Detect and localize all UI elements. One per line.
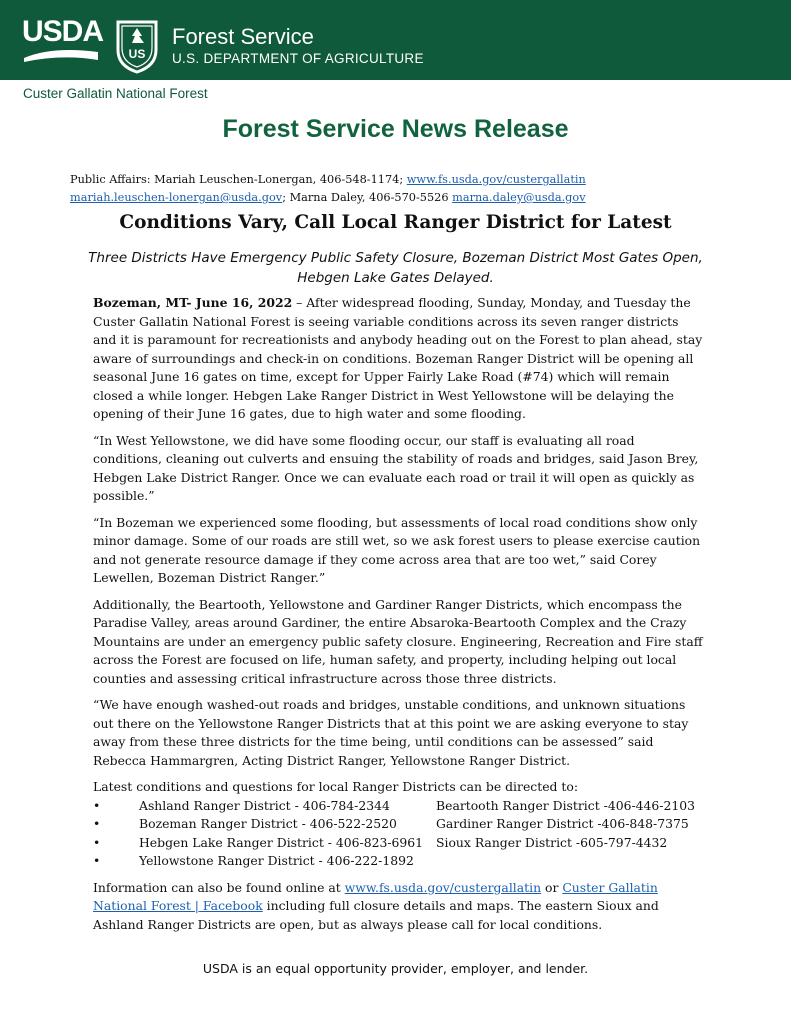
district-contact: Ashland Ranger District - 406-784-2344	[139, 797, 390, 813]
header-bar	[0, 0, 791, 80]
agency-name: Forest Service	[172, 24, 314, 49]
bullet: •	[93, 853, 101, 868]
district-list	[93, 797, 705, 871]
list-item	[93, 797, 705, 816]
district-contact: Beartooth Ranger District -406-446-2103	[436, 797, 696, 813]
marna-email-link[interactable]: marna.daley@usda.gov	[452, 191, 586, 204]
list-item	[93, 815, 705, 834]
contact-line-1-text: Public Affairs: Mariah Leuschen-Lonergan, 406-548-1174;	[70, 173, 407, 186]
contact-line-1	[70, 171, 750, 189]
usda-logo	[22, 15, 104, 66]
list-item	[93, 852, 705, 871]
public-affairs-contacts	[70, 171, 750, 207]
paragraph-4: Additionally, the Beartooth, Yellowstone and Gardiner Ranger Districts, which encompass the Paradise Valley, areas around Gardiner, the entire Absaroka-Beartooth Complex and the Crazy Mountains are under an emergency public safety closure. Engineering, Recreation and Fire staff across the Forest are focused on life, human safety, and property, including helping out local counties and assessing critical infrastructure across those three districts.	[93, 596, 703, 686]
forest-website-link[interactable]: www.fs.usda.gov/custergallatin	[406, 173, 586, 186]
subheadline: Three Districts Have Emergency Public Safety Closure, Bozeman District Most Gates Open, Hebgen Lake Gates Delayed.	[88, 250, 703, 286]
district-contact: Hebgen Lake Ranger District - 406-823-6961	[139, 834, 424, 850]
paragraph-6-prefix: Information can also be found online at	[93, 879, 345, 895]
paragraph-2: “In West Yellowstone, we did have some flooding occur, our staff is evaluating all road conditions, cleaning out culverts and ensuing the stability of roads and bridges, said Jason Brey, Hebgen Lake District Ranger. Once we can evaluate each road or trail it will open as quickly as possible.”	[93, 432, 699, 503]
paragraph-1	[93, 294, 705, 424]
contact-line-2-text: ; Marna Daley, 406-570-5526	[282, 191, 453, 204]
headline: Conditions Vary, Call Local Ranger District for Latest	[119, 212, 672, 233]
facebook-link[interactable]: Custer Gallatin National Forest | Facebook	[93, 879, 658, 913]
list-item	[93, 834, 705, 853]
paragraph-6-suffix: including full closure details and maps. The eastern Sioux and Ashland Ranger Districts are open, but as always please call for local conditions.	[93, 898, 659, 932]
forest-service-shield-icon	[114, 20, 160, 74]
mariah-email-link[interactable]: mariah.leuschen-lonergan@usda.gov	[70, 191, 283, 204]
forest-website-link-2[interactable]: www.fs.usda.gov/custergallatin	[344, 879, 542, 895]
district-contact: Sioux Ranger District -605-797-4432	[436, 834, 668, 850]
district-contact: Yellowstone Ranger District - 406-222-1892	[139, 853, 414, 868]
bullet: •	[93, 834, 101, 850]
bullet: •	[93, 816, 101, 831]
news-release-title: Forest Service News Release	[222, 115, 569, 143]
contact-line-2	[70, 189, 750, 207]
paragraph-5: “We have enough washed-out roads and bridges, unstable conditions, and unknown situations out there on the Yellowstone Ranger Districts that at this point we are asking everyone to stay away from these three districts for the time being, until conditions can be assessed” said Rebecca Hammargren, Acting District Ranger, Yellowstone Ranger District.	[93, 697, 689, 768]
footer-nondiscrimination: USDA is an equal opportunity provider, employer, and lender.	[202, 961, 589, 976]
paragraph-1-text: – After widespread flooding, Sunday, Monday, and Tuesday the Custer Gallatin National Forest is seeing variable conditions across its seven ranger districts and it is paramount for recreationists and anybody heading out on the Forest to plan ahead, stay aware of surroundings and check-in on conditions. Bozeman Ranger District will be opening all seasonal June 16 gates on time, except for Upper Fairly Lake Road (#74) which will remain closed a while longer. Hebgen Lake Ranger District in West Yellowstone will be delaying the opening of their June 16 gates, due to high water and some flooding.	[93, 295, 703, 421]
department-name: U.S. DEPARTMENT OF AGRICULTURE	[172, 51, 424, 66]
list-intro: Latest conditions and questions for local Ranger Districts can be directed to:	[93, 779, 579, 794]
article-body	[93, 294, 705, 942]
usda-logo-text: USDA	[22, 15, 104, 48]
district-contact: Gardiner Ranger District -406-848-7375	[436, 816, 689, 831]
usda-logo-swoosh-icon	[22, 15, 104, 66]
dateline: Bozeman, MT- June 16, 2022	[93, 295, 293, 310]
district-contact: Bozeman Ranger District - 406-522-2520	[139, 816, 397, 831]
paragraph-6	[93, 879, 705, 935]
shield-text: US	[128, 47, 146, 61]
bullet: •	[93, 797, 101, 813]
paragraph-3: “In Bozeman we experienced some flooding, but assessments of local road conditions show only minor damage. Some of our roads are still wet, so we ask forest users to please exercise caution and not generate resource damage if they come across area that are too wet,” said Corey Lewellen, Bozeman District Ranger.”	[93, 514, 701, 585]
paragraph-6-or: or	[541, 879, 563, 895]
forest-name: Custer Gallatin National Forest	[23, 86, 208, 101]
